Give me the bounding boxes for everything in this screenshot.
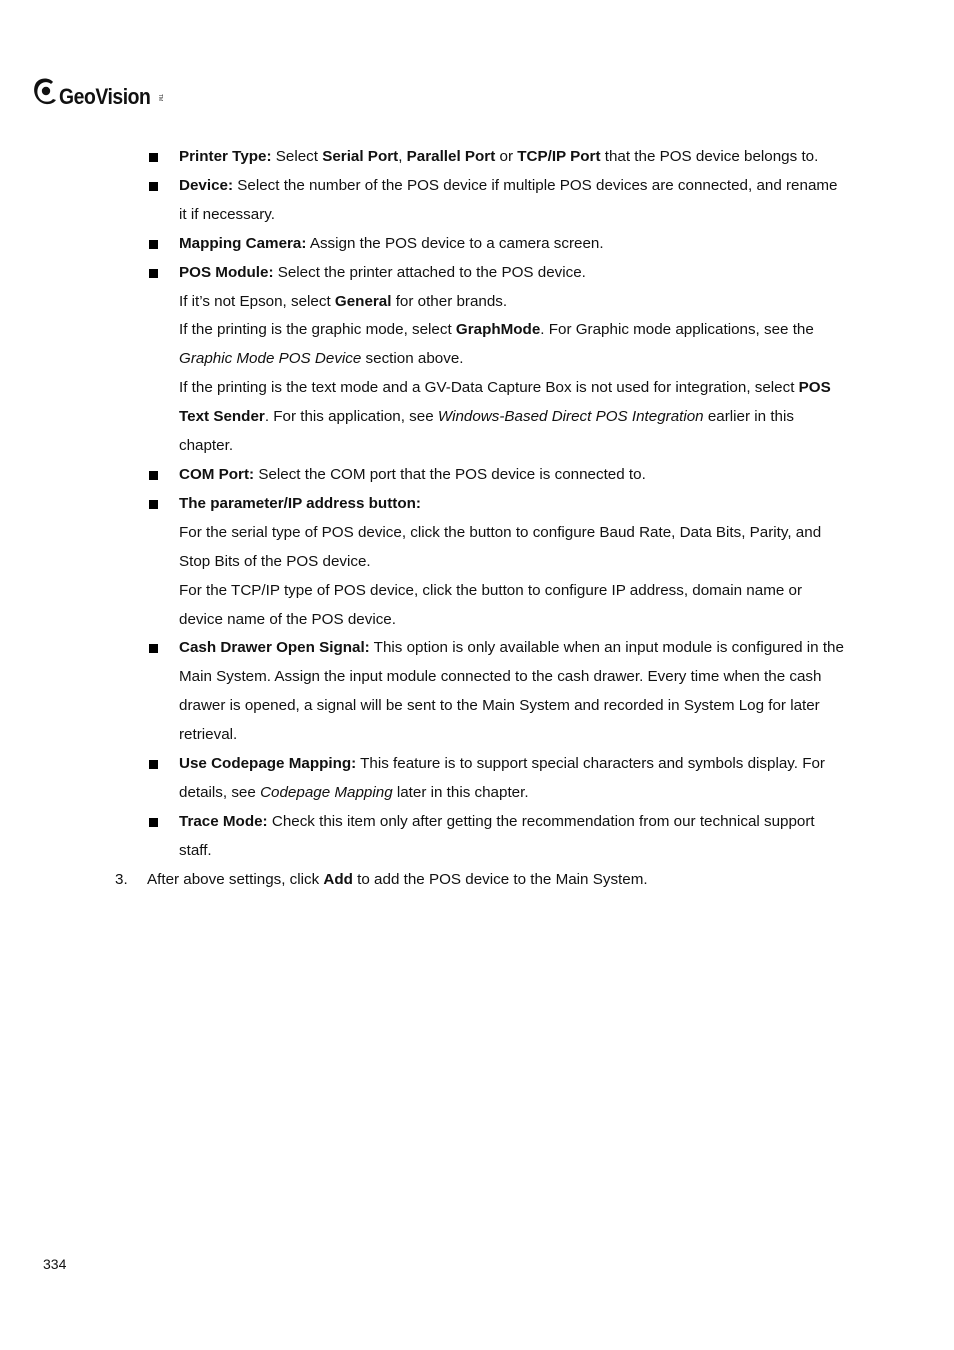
bullet-label: Trace Mode:: [179, 812, 268, 830]
bullet-label: Device:: [179, 176, 234, 194]
parameter-note-serial: For the serial type of POS device, click the button to configure Baud Rate, Data Bits, Parity, and Stop Bits of the POS device.: [179, 523, 822, 570]
pos-module-note-text-sender: If the printing is the text mode and a GV-Data Capture Box is not used for integration, select POS Text Sender. For this application, see Windows-Based Direct POS Integration earlier in this chapter.: [179, 379, 831, 455]
bullet-trace-mode: Trace Mode: Check this item only after getting the recommendation from our technical support staff.: [148, 808, 848, 866]
page-number: 334: [43, 1256, 67, 1272]
bullet-label: Printer Type:: [179, 148, 272, 165]
square-bullet-icon: [149, 644, 158, 653]
logo-trademark: TM: [156, 94, 163, 102]
parameter-note-tcpip: For the TCP/IP type of POS device, click the button to configure IP address, domain name or device name of the POS device.: [179, 581, 803, 628]
pos-module-note-general: If it’s not Epson, select General for other brands.: [179, 292, 508, 310]
bullet-label: Mapping Camera:: [179, 234, 307, 252]
bullet-label: POS Module:: [179, 263, 274, 281]
square-bullet-icon: [149, 240, 158, 249]
bullet-label: Use Codepage Mapping:: [179, 755, 357, 773]
geovision-logo: [32, 74, 162, 108]
square-bullet-icon: [149, 760, 158, 769]
square-bullet-icon: [149, 182, 158, 191]
square-bullet-icon: [149, 269, 158, 278]
bullet-pos-module: POS Module: Select the printer attached to the POS device.: [148, 259, 848, 288]
bullet-label: The parameter/IP address button:: [179, 494, 421, 512]
step-number: 3.: [115, 870, 128, 888]
bullet-cash-drawer: Cash Drawer Open Signal: This option is only available when an input module is configured in the Main System. Assign the input module connected to the cash drawer. Every time when the cash drawer is opened, a signal will be sent to the Main System and recorded in System Log for later retrieval.: [148, 634, 848, 750]
bullet-label: Cash Drawer Open Signal:: [179, 639, 370, 657]
bullet-printer-type: Printer Type: Select Serial Port, Parallel Port or TCP/IP Port that the POS device belongs to.: [148, 143, 848, 172]
bullet-mapping-camera: Mapping Camera: Assign the POS device to a camera screen.: [148, 230, 848, 259]
square-bullet-icon: [149, 818, 158, 827]
bullet-parameter-button: [148, 490, 848, 519]
bullet-com-port: COM Port: Select the COM port that the POS device is connected to.: [148, 461, 848, 490]
bullet-device: Device: Select the number of the POS device if multiple POS devices are connected, and rename it if necessary.: [148, 172, 848, 230]
step-3: 3. After above settings, click Add to add the POS device to the Main System.: [115, 866, 848, 895]
square-bullet-icon: [149, 471, 158, 480]
bullet-codepage-mapping: Use Codepage Mapping: This feature is to support special characters and symbols display. For details, see Codepage Mapping later in this chapter.: [148, 750, 848, 808]
square-bullet-icon: [149, 500, 158, 509]
square-bullet-icon: [149, 153, 158, 162]
pos-module-note-graphmode: If the printing is the graphic mode, select GraphMode. For Graphic mode applications, see the Graphic Mode POS Device section above.: [179, 321, 814, 368]
logo-wordmark: GeoVision: [59, 84, 151, 109]
bullet-label: COM Port:: [179, 465, 255, 483]
geovision-swirl-icon: [32, 76, 58, 108]
document-body: [115, 143, 848, 895]
